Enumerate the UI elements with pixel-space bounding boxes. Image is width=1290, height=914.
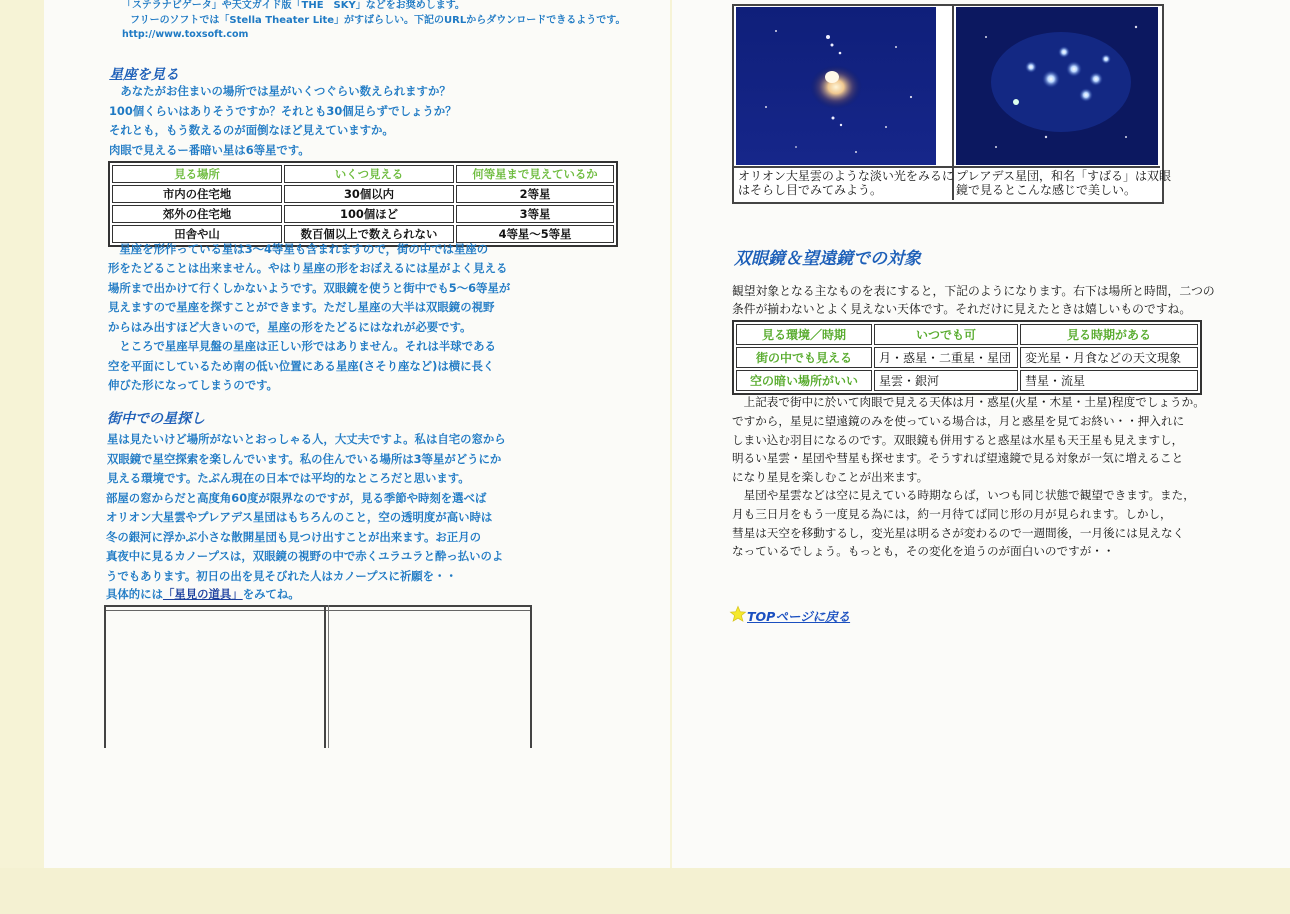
paragraph-line: 空を平面にしているため南の低い位置にある星座(さそり座など)は横に長く [108,359,495,373]
table-cell: 4等星～5等星 [456,225,614,243]
table-header: いつでも可 [874,324,1018,345]
section-heading: 双眼鏡＆望遠鏡での対象 [734,249,921,269]
paragraph-line: 冬の銀河に浮かぶ小さな散開星団も見つけ出すことが出来ます。お正月の [106,530,481,544]
table-cell: 田舎や山 [112,225,282,243]
paragraph-line: オリオン大星雲やプレアデス星団はもちろんのこと，空の透明度が高い時は [106,510,493,524]
paragraph-line: 100個くらいはありそうですか？それとも30個足らずでしょうか？ [109,104,457,118]
table-header-row [112,165,614,183]
paragraph-line: 部屋の窓からだと高度角60度が限界なのですが，見る季節や時刻を選べば [106,491,487,505]
paragraph-line: 場所まで出かけて行くしかないようです。双眼鏡を使うと街中でも5～6等星が [108,281,511,295]
frame-middle-border [324,605,326,748]
pleiades-photo [956,7,1158,165]
table-header: 見る時期がある [1020,324,1198,345]
frame-top-border-inner [104,610,531,611]
paragraph-line: ですから，星見に望遠鏡のみを使っている場合は，月と惑星を見てお終い・・押入れに [732,414,1185,428]
section-heading: 星座を見る [109,67,179,83]
table-cell: 30個以内 [284,185,454,203]
table-cell: 2等星 [456,185,614,203]
paragraph-line: なっているでしょう。もっとも，その変化を追うのが面白いのですが・・ [732,544,1115,558]
paragraph-line: 星団や星雲などは空に見えている時期ならば，いつも同じ状態で観望できます。また， [732,488,1195,502]
star-icon [729,605,747,623]
frame-top-border [104,605,531,607]
table-cell: 月・惑星・二重星・星団 [874,347,1018,368]
orion-nebula-photo [736,7,936,165]
paragraph-line: 上記表で街中に於いて肉眼で見える天体は月・惑星(火星・木星・土星)程度でしょうか。 [732,395,1205,409]
table-header-row [736,324,1198,345]
paragraph-line [106,585,300,605]
visibility-table [108,161,618,247]
image-frame-group [104,605,533,748]
table-cell: 変光星・月食などの天文現象 [1020,347,1198,368]
table-cell: 3等星 [456,205,614,223]
note-line: フリーのソフトでは「Stella Theater Lite」がすばらしい。下記のURLからダウンロードできるようです。 [130,15,626,26]
paragraph-line: 見える環境です。たぶん現在の日本では平均的なところだと思います。 [107,471,470,485]
paragraph-line: 条件が揃わないとよく見えない天体です。それだけに見えたときは嬉しいものですね。 [732,302,1192,316]
paragraph-line: になり星見を楽しむことが出来ます。 [732,470,929,484]
table-cell: 彗星・流星 [1020,370,1198,391]
frame-middle-border-inner [328,605,329,748]
caption-line: プレアデス星団，和名「すばる」は双眼 [956,169,1172,183]
paragraph-line: 星は見たいけど場所がないとおっしゃる人，大丈夫ですよ。私は自宅の窓から [107,432,506,446]
table-row [112,205,614,223]
caption-line: 鏡で見るとこんな感じで美しい。 [956,183,1137,197]
table-row [736,347,1198,368]
paragraph-line: 彗星は天空を移動するし，変光星は明るさが変わるので一週間後，一月後には見えなく [732,526,1185,540]
paragraph-line: 双眼鏡で星空探索を楽しんでいます。私の住んでいる場所は3等星がどうにか [107,452,502,466]
table-row [736,370,1198,391]
paragraph-line: ところで星座早見盤の星座は正しい形ではありません。それは半球である [108,339,496,353]
table-header: 見る環境／時期 [736,324,872,345]
caption-separator [734,166,1160,168]
table-cell: 数百個以上で数えられない [284,225,454,243]
targets-table [732,320,1202,395]
paragraph-line: 真夜中に見るカノープスは，双眼鏡の視野の中で赤くユラユラと酔っ払いのよ [106,549,504,563]
paragraph-line: 星座を形作っている星は3～4等星も含まれますので，街の中では星座の [108,242,489,256]
paragraph-line: 月も三日月をもう一度見る為には，約一月待てば同じ形の月が見られます。しかし， [732,507,1172,521]
paragraph-line: 伸びた形になってしまうのです。 [108,378,278,392]
paragraph-line: 形をたどることは出来ません。やはり星座の形をおぼえるには星がよく見える [108,261,508,275]
paragraph-line: 肉眼で見えるー番暗い星は6等星です。 [109,143,310,157]
frame-right-border [530,605,532,748]
paragraph-line: 見えますので星座を探すことができます。ただし星座の大半は双眼鏡の視野 [108,300,495,314]
table-cell: 市内の住宅地 [112,185,282,203]
paragraph-line: 明るい星雲・星団や彗星も探せます。そうすれば望遠鏡で見る対象が一気に増えること [732,451,1184,465]
table-header: 何等星まで見えているか [456,165,614,183]
table-row-label: 街の中でも見える [736,347,872,368]
caption-line: オリオン大星雲のような淡い光をみるに [738,169,954,183]
table-header: 見る場所 [112,165,282,183]
table-cell: 郊外の住宅地 [112,205,282,223]
paragraph-line: しまい込む羽目になるのです。双眼鏡も併用すると惑星は水星も天王星も見えますし， [732,433,1184,447]
tools-link[interactable]: 「星見の道具」 [162,587,243,601]
bottom-strip [0,868,1290,914]
table-row-label: 空の暗い場所がいい [736,370,872,391]
text-suffix: をみてね。 [242,587,300,601]
note-line: 「ステラナビゲータ」や天文ガイド版「THE SKY」などをお奨めします。 [122,0,465,11]
url-link[interactable]: http://www.toxsoft.com [122,29,249,40]
table-cell: 星雲・銀河 [874,370,1018,391]
section-heading: 街中での星探し [107,411,205,427]
caption-line: はそらし目でみてみよう。 [738,183,883,197]
table-row [112,185,614,203]
text-prefix: 具体的には [106,587,163,601]
top-page-link[interactable]: TOPページに戻る [747,609,851,624]
paragraph-line: からはみ出すほど大きいので，星座の形をたどるにはなれが必要です。 [108,320,472,334]
frame-left-border [104,605,106,748]
paragraph-line: それとも，もう数えるのが面倒なほど見えていますか。 [109,123,394,137]
paragraph-line: うでもあります。初日の出を見そびれた人はカノープスに祈願を・・ [106,569,457,583]
paragraph-line: 観望対象となる主なものを表にすると，下記のようになります。右下は場所と時間，二つの [732,284,1215,298]
paragraph-line: あなたがお住まいの場所では星がいくつぐらい数えられますか？ [109,84,451,98]
table-cell: 100個ほど [284,205,454,223]
table-header: いくつ見える [284,165,454,183]
